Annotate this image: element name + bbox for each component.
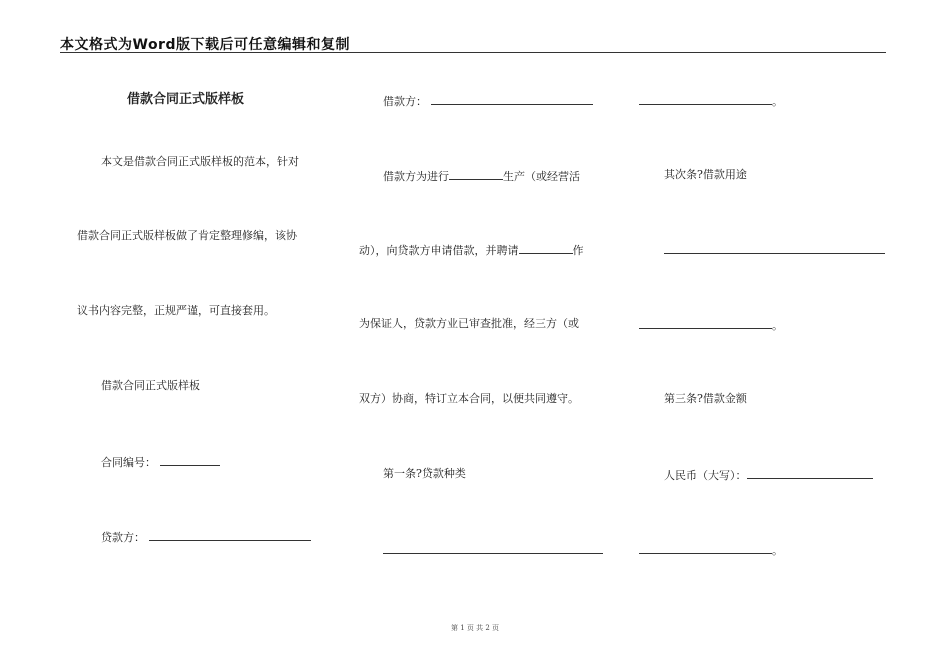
intro-line-1: 本文是借款合同正式版样板的范本，针对 [101, 155, 299, 168]
contract-no-row [101, 454, 220, 470]
loan-type-blank [383, 542, 603, 554]
period: 。 [772, 95, 783, 108]
para-line-1a: 借款方为进行 [383, 170, 449, 183]
rmb-label: 人民币（大写）： [664, 469, 747, 482]
col3-blank-2 [639, 317, 772, 329]
page-number: 第 1 页 共 2 页 [450, 624, 500, 632]
article-2: 其次条?借款用途 [664, 168, 747, 181]
contract-no-blank [160, 454, 220, 466]
col3-row-2 [639, 317, 783, 333]
contract-no-label: 合同编号： [101, 456, 156, 469]
borrower-row [383, 93, 593, 109]
loan-purpose-row [664, 242, 885, 258]
para-line-3: 为保证人，贷款方业已审查批准，经三方（或 [359, 317, 579, 330]
rmb-blank [747, 467, 873, 479]
para-line-1 [383, 168, 580, 184]
loan-type-row [383, 542, 603, 558]
header-rule [60, 52, 886, 53]
guarantor-blank [519, 242, 573, 254]
period: 。 [772, 544, 783, 557]
col3-row-1 [639, 93, 783, 109]
para-line-2a: 动），向贷款方申请借款，并聘请 [359, 244, 519, 257]
subtitle: 借款合同正式版样板 [101, 379, 200, 392]
para-line-2b: 作 [572, 244, 584, 257]
borrower-blank [431, 93, 593, 105]
lender-row [101, 529, 311, 545]
para-line-1b: 生产（或经营活 [503, 170, 580, 183]
loan-purpose-blank [664, 242, 885, 254]
borrower-label: 借款方： [383, 95, 427, 108]
article-1: 第一条?贷款种类 [383, 467, 466, 480]
lender-blank [149, 529, 311, 541]
col3-blank-1 [639, 93, 772, 105]
para-line-4: 双方）协商，特订立本合同，以便共同遵守。 [359, 392, 579, 405]
intro-line-3: 议书内容完整，正规严谨，可直接套用。 [77, 304, 275, 317]
col3-row-3 [639, 542, 783, 558]
production-blank [449, 168, 503, 180]
article-3: 第三条?借款金额 [664, 392, 747, 405]
col3-blank-3 [639, 542, 772, 554]
rmb-row [664, 467, 873, 483]
doc-title: 借款合同正式版样板 [127, 92, 245, 107]
header-title: 本文格式为Word版下载后可任意编辑和复制 [60, 37, 350, 53]
intro-line-2: 借款合同正式版样板做了肯定整理修编，该协 [77, 229, 297, 242]
period: 。 [772, 319, 783, 332]
para-line-2 [359, 242, 584, 258]
lender-label: 贷款方： [101, 531, 145, 544]
